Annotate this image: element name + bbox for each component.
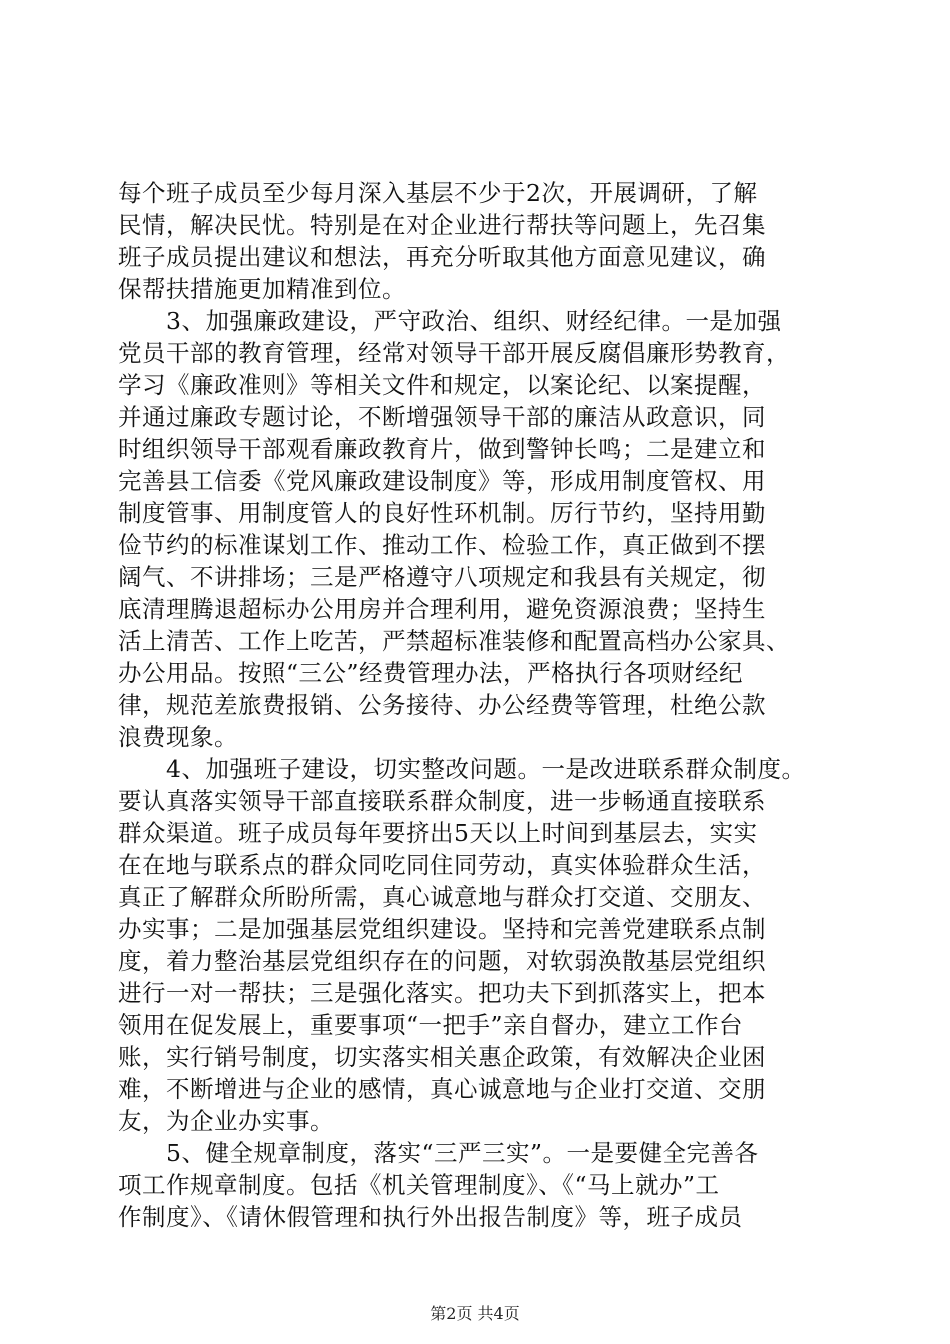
text-line: 俭节约的标准谋划工作、推动工作、检验工作，真正做到不摆	[118, 531, 766, 559]
text-line: 账，实行销号制度，切实落实相关惠企政策，有效解决企业困	[118, 1043, 766, 1071]
text-line: 要认真落实领导干部直接联系群众制度，进一步畅通直接联系	[118, 787, 766, 815]
text-line: 办公用品。按照“三公”经费管理办法，严格执行各项财经纪	[118, 659, 744, 687]
text-line: 浪费现象。	[118, 723, 238, 751]
text-line: 真正了解群众所盼所需，真心诚意地与群众打交道、交朋友、	[118, 883, 766, 911]
text-line: 办实事；二是加强基层党组织建设。坚持和完善党建联系点制	[118, 915, 766, 943]
text-line: 作制度》、《请休假管理和执行外出报告制度》等，班子成员	[118, 1203, 743, 1231]
text-line: 党员干部的教育管理，经常对领导干部开展反腐倡廉形势教育，	[118, 339, 790, 367]
text-line: 阔气、不讲排场；三是严格遵守八项规定和我县有关规定，彻	[118, 563, 766, 591]
text-line: 保帮扶措施更加精准到位。	[118, 275, 406, 303]
text-line: 领用在促发展上，重要事项“一把手”亲自督办，建立工作台	[118, 1011, 744, 1039]
text-line: 完善县工信委《党风廉政建设制度》等，形成用制度管权、用	[118, 467, 766, 495]
text-line: 活上清苦、工作上吃苦，严禁超标准装修和配置高档办公家具、	[118, 627, 790, 655]
text-line: 底清理腾退超标办公用房并合理利用，避免资源浪费；坚持生	[118, 595, 766, 623]
text-line: 民情，解决民忧。特别是在对企业进行帮扶等问题上，先召集	[118, 211, 766, 239]
text-line: 制度管事、用制度管人的良好性环机制。厉行节约，坚持用勤	[118, 499, 766, 527]
paragraph-first-line: 4、加强班子建设，切实整改问题。一是改进联系群众制度。	[166, 755, 806, 783]
text-line: 进行一对一帮扶；三是强化落实。把功夫下到抓落实上，把本	[118, 979, 766, 1007]
text-line: 度，着力整治基层党组织存在的问题，对软弱涣散基层党组织	[118, 947, 766, 975]
text-line: 律，规范差旅费报销、公务接待、办公经费等管理，杜绝公款	[118, 691, 766, 719]
page-footer: 第2页 共4页	[430, 1304, 520, 1323]
text-line: 友，为企业办实事。	[118, 1107, 334, 1135]
text-line: 群众渠道。班子成员每年要挤出5天以上时间到基层去，实实	[118, 819, 758, 847]
text-line: 时组织领导干部观看廉政教育片，做到警钟长鸣；二是建立和	[118, 435, 766, 463]
text-line: 班子成员提出建议和想法，再充分听取其他方面意见建议，确	[118, 243, 766, 271]
text-line: 项工作规章制度。包括《机关管理制度》、《“马上就办”工	[118, 1171, 720, 1199]
text-line: 并通过廉政专题讨论，不断增强领导干部的廉洁从政意识，同	[118, 403, 766, 431]
paragraph-first-line: 5、健全规章制度，落实“三严三实”。一是要健全完善各	[166, 1139, 759, 1167]
text-line: 难，不断增进与企业的感情，真心诚意地与企业打交道、交朋	[118, 1075, 766, 1103]
paragraph-first-line: 3、加强廉政建设，严守政治、组织、财经纪律。一是加强	[166, 307, 782, 335]
text-line: 学习《廉政准则》等相关文件和规定，以案论纪、以案提醒，	[118, 371, 766, 399]
text-line: 每个班子成员至少每月深入基层不少于2次，开展调研，了解	[118, 179, 758, 207]
text-line: 在在地与联系点的群众同吃同住同劳动，真实体验群众生活，	[118, 851, 766, 879]
